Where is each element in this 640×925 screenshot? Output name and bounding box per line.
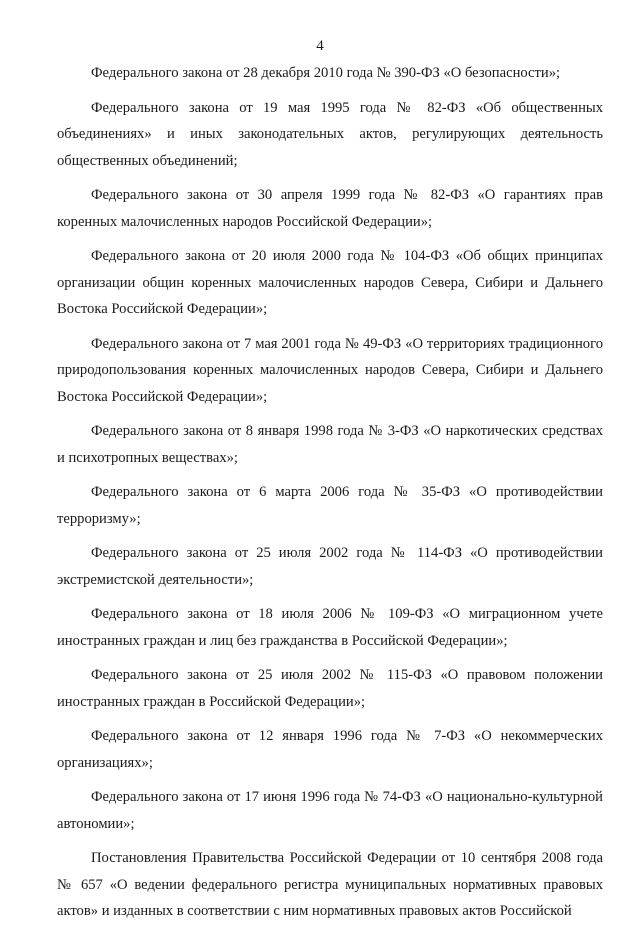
paragraph-law-82-fz-associations: Федерального закона от 19 мая 1995 года № 82-ФЗ «Об общественных объединениях» и иных законодательных актов, регулирующих деятельность общественных объединений; xyxy=(57,99,603,169)
paragraph-law-82-fz-indigenous-rights: Федерального закона от 30 апреля 1999 года № 82-ФЗ «О гарантиях прав коренных малочисленных народов Российской Федерации»; xyxy=(57,187,603,230)
paragraph-law-109-fz: Федерального закона от 18 июля 2006 № 109-ФЗ «О миграционном учете иностранных граждан и лиц без гражданства в Российской Федерации»; xyxy=(57,606,603,649)
paragraph-law-7-fz: Федерального закона от 12 января 1996 года № 7-ФЗ «О некоммерческих организациях»; xyxy=(57,728,603,771)
page-number: 4 xyxy=(316,38,324,54)
paragraph-law-390-fz: Федерального закона от 28 декабря 2010 года № 390-ФЗ «О безопасности»; xyxy=(91,65,561,81)
paragraph-government-decree-657: Постановления Правительства Российской Федерации от 10 сентября 2008 года № 657 «О ведении федерального регистра муниципальных нормативных правовых актов» и изданных в соответствии с ним нормативных правовых актов Российской xyxy=(57,850,603,919)
paragraph-law-115-fz: Федерального закона от 25 июля 2002 № 115-ФЗ «О правовом положении иностранных граждан в Российской Федерации»; xyxy=(57,667,603,710)
paragraph-law-49-fz: Федерального закона от 7 мая 2001 года № 49-ФЗ «О территориях традиционного природопользования коренных малочисленных народов Севера, Сибири и Дальнего Востока Российской Федерации»; xyxy=(57,335,603,405)
paragraph-law-74-fz: Федерального закона от 17 июня 1996 года № 74-ФЗ «О национально-культурной автономии»; xyxy=(57,789,603,832)
document-body xyxy=(57,60,603,925)
paragraph-law-35-fz: Федерального закона от 6 марта 2006 года № 35-ФЗ «О противодействии терроризму»; xyxy=(57,484,603,527)
paragraph-law-3-fz: Федерального закона от 8 января 1998 года № 3-ФЗ «О наркотических средствах и психотропных веществах»; xyxy=(57,423,603,466)
paragraph-law-114-fz: Федерального закона от 25 июля 2002 года № 114-ФЗ «О противодействии экстремистской деятельности»; xyxy=(57,545,603,588)
paragraph-law-104-fz: Федерального закона от 20 июля 2000 года № 104-ФЗ «Об общих принципах организации общин коренных малочисленных народов Севера, Сибири и Дальнего Востока Российской Федерации»; xyxy=(57,248,603,317)
